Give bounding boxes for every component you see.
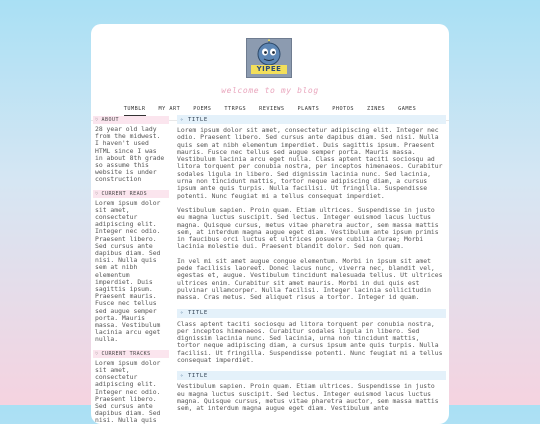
post-paragraph: Vestibulum sapien. Proin quam. Etiam ultrices. Suspendisse in justo eu magna luctus suscipit. Sed lectus. Integer euismod lacus luctus magna. Quisque cursus, metus vitae pharetra auctor, sem massa mattis sem, at interdum magna augue eget diam. Vestibulum ante ipsum primis in faucibus orci luctus et ultrices posuere cubilia Curae; Morbi lacinia molestie dui. Praesent blandit dolor. Sed non quam. <box>177 205 439 251</box>
nav-item-zines[interactable]: ZINES <box>367 106 386 112</box>
diamond-icon: ✧ <box>180 116 184 123</box>
nav-item-photos[interactable]: PHOTOS <box>332 106 354 112</box>
sidebar-heading-current-reads <box>93 190 169 198</box>
diamond-icon: ✧ <box>180 310 184 317</box>
sidebar-heading-label: CURRENT READS <box>101 190 148 197</box>
header <box>91 24 449 121</box>
post-title: TITLE <box>187 310 208 317</box>
site-logo[interactable] <box>246 38 292 78</box>
post-paragraph: Lorem ipsum dolor sit amet, consectetur adipiscing elit. Integer nec odio. Praesent libero. Sed cursus ante dapibus diam. Sed nisi. Nulla quis sem at nibh elementum imperdiet. Duis sagittis ipsum. Praesent mauris. Fusce nec tellus sed augue semper porta. Mauris massa. Vestibulum lacinia arcu eget nulla. Class aptent taciti sociosqu ad litora torquent per conubia nostra, per inceptos himenaeos. Curabitur sodales ligula in libero. Sed dignissim lacinia nunc. Sed lacinia, urna non tincidunt mattis, tortor neque adipiscing diam, a cursus ipsum ante quis turpis. Nulla facilisi. Ut fringilla. Suspendisse potenti. Nunc feugiat mi a tellus consequat imperdiet. <box>177 126 443 200</box>
nav-item-my-art[interactable]: MY ART <box>158 106 181 112</box>
diamond-icon: ✧ <box>180 372 184 379</box>
main-nav <box>91 102 449 116</box>
nav-item-reviews[interactable]: REVIEWS <box>259 106 285 112</box>
nav-item-plants[interactable]: PLANTS <box>297 106 320 112</box>
site-tagline: welcome to my blog <box>221 86 319 95</box>
post-paragraph: In vel mi sit amet augue congue elementum. Morbi in ipsum sit amet pede facilisis laoreet. Donec lacus nunc, viverra nec, blandit vel, egestas et, augue. Vestibulum tincidunt malesuada tellus. Ut ultrices ultrices enim. Curabitur sit amet mauris. Morbi in dui quis est pulvinar ullamcorper. Nulla facilisi. Integer lacinia sollicitudin massa. Cras metus. Sed aliquet risus a tortor. Integer id quam. <box>177 256 443 302</box>
current-tracks-text: Lorem ipsum dolor sit amet, consectetur adipiscing elit. Integer nec odio. Praesent libero. Sed cursus ante dapibus diam. Sed nisi. Nulla quis <box>95 358 161 424</box>
heart-icon: ♡ <box>95 117 99 123</box>
heart-icon: ♡ <box>95 350 99 357</box>
nav-item-ttrpgs[interactable]: TTRPGS <box>224 106 247 112</box>
blog-card <box>91 24 449 424</box>
nav-item-tumblr[interactable]: TUMBLR <box>124 102 146 116</box>
post-title-bar <box>177 309 446 318</box>
heart-icon: ♡ <box>95 190 99 197</box>
sidebar <box>93 116 169 424</box>
post-feed <box>177 115 446 420</box>
post-paragraph: Vestibulum sapien. Proin quam. Etiam ultrices. Suspendisse in justo eu magna luctus suscipit. Sed lectus. Integer euismod lacus luctus magna. Quisque cursus, metus vitae pharetra auctor, sem massa mattis sem, at interdum magna augue eget diam. Vestibulum ante <box>177 382 439 413</box>
sidebar-heading-about <box>93 116 169 124</box>
post-title: TITLE <box>187 372 208 379</box>
robot-mascot-icon <box>247 39 291 67</box>
sidebar-heading-label: CURRENT TRACKS <box>101 350 151 357</box>
about-text: 28 year old lady from the midwest. I haven't used HTML since I was in about 8th grade so assume this website is under construction <box>95 125 165 184</box>
post-title-bar <box>177 371 446 380</box>
post-title-bar <box>177 115 446 124</box>
sidebar-heading-current-tracks <box>93 350 169 358</box>
current-reads-text: Lorem ipsum dolor sit amet, consectetur adipiscing elit. Integer nec odio. Praesent libero. Sed cursus ante dapibus diam. Sed nisi. Nulla quis sem at nibh elementum imperdiet. Duis sagittis ipsum. Praesent mauris. Fusce nec tellus sed augue semper porta. Mauris massa. Vestibulum lacinia arcu eget nulla. <box>95 198 161 344</box>
post-title: TITLE <box>187 116 208 123</box>
nav-item-games[interactable]: GAMES <box>398 106 417 112</box>
logo-text: YIPEE <box>251 65 287 74</box>
nav-item-poems[interactable]: POEMS <box>193 106 212 112</box>
post-paragraph: Class aptent taciti sociosqu ad litora torquent per conubia nostra, per inceptos himenaeos. Curabitur sodales ligula in libero. Sed dignissim lacinia nunc. Sed lacinia, urna non tincidunt mattis, tortor neque adipiscing diam, a cursus ipsum ante quis turpis. Nulla facilisi. Ut fringilla. Suspendisse potenti. Nunc feugiat mi a tellus consequat imperdiet. <box>177 319 443 365</box>
sidebar-heading-label: ABOUT <box>101 117 120 123</box>
